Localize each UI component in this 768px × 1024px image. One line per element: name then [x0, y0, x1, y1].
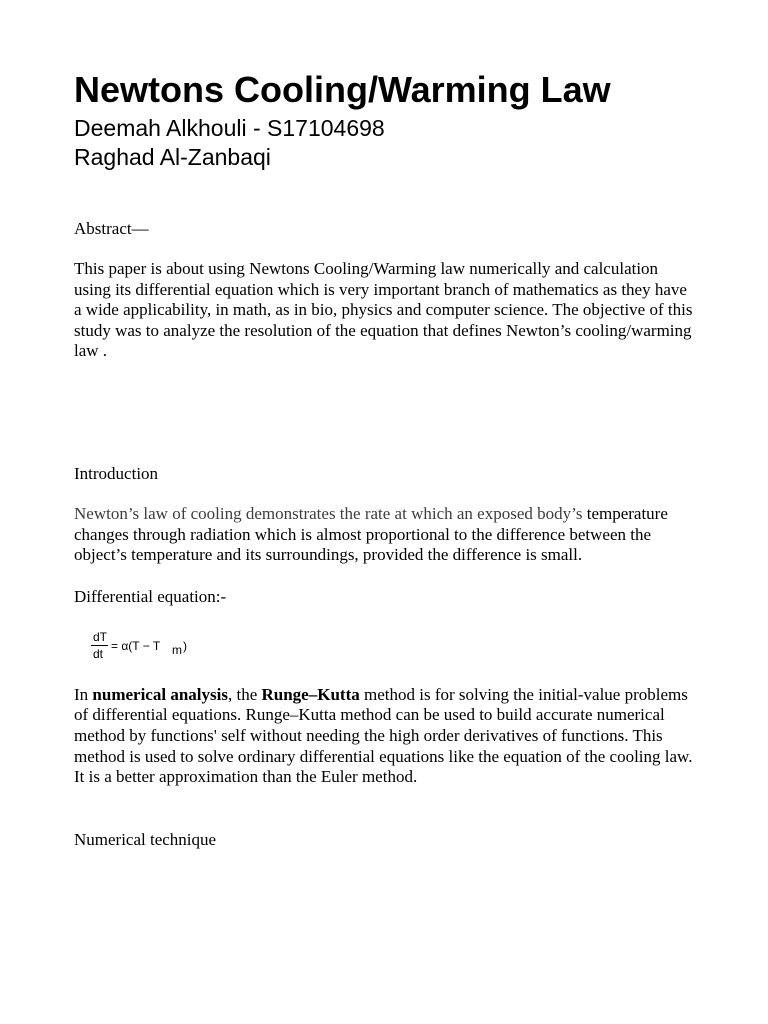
abstract-heading: Abstract— [74, 219, 149, 238]
equation-image [89, 627, 694, 669]
document-title: Newtons Cooling/Warming Law [74, 69, 611, 110]
equation-close-paren: ) [183, 638, 187, 653]
numerical-technique-heading: Numerical technique [74, 829, 217, 849]
equation-denominator: dt [93, 646, 104, 661]
abstract-paragraph: This paper is about using Newtons Cooling/Warming law numerically and calculation using its differential equation which is very important branch of mathematics as they have a wide applicability, in math, as in bio, physics and computer science. The objective of this study was to analyze the resolution of the equation that defines Newton’s cooling/warming law . [74, 259, 693, 361]
equation-rhs: = α(T − T [111, 638, 161, 653]
bold-term-numerical-analysis: numerical analysis [92, 684, 228, 704]
equation-numerator: dT [93, 629, 108, 644]
differential-equation-heading: Differential equation:- [74, 586, 227, 606]
text-run: method is for solving the initial-value problems of differential equations. Runge–Kutta method can be used to build accurate numerical method by functions' self without needing the high order derivatives of functions. This method is used to solve ordinary differential equations like the equation of the cooling law. It is a better approximation than the Euler method. [74, 684, 693, 787]
introduction-first-line: Newton’s law of cooling demonstrates the rate at which an exposed body’s [74, 503, 583, 523]
introduction-paragraph [74, 504, 694, 566]
equation-figure [89, 627, 209, 669]
bold-term-runge-kutta: Runge–Kutta [261, 684, 360, 704]
author-name: Deemah Alkhouli - S17104698 [74, 115, 385, 141]
equation-subscript: m [172, 642, 182, 657]
text-run: , the [227, 684, 262, 704]
runge-kutta-paragraph [74, 685, 694, 788]
introduction-rest: temperature changes through radiation which is almost proportional to the difference between the object’s temperature and its surroundings, provided the difference is small. [74, 503, 668, 565]
author-list [74, 114, 694, 172]
text-run: In [74, 684, 93, 704]
introduction-heading: Introduction [74, 463, 159, 483]
document-page [74, 68, 694, 850]
author-name: Raghad Al-Zanbaqi [74, 144, 271, 170]
